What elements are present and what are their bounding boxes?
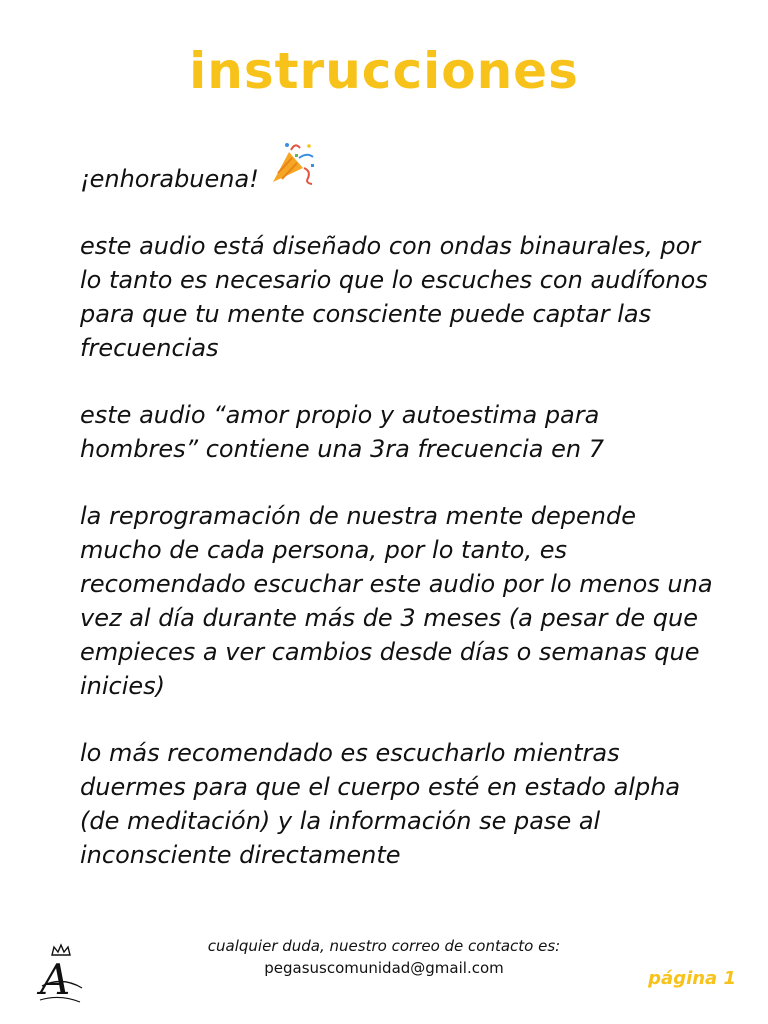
crown-monogram-icon — [36, 942, 86, 1012]
page-title: instrucciones — [189, 42, 579, 100]
paragraph-1: este audio está diseñado con ondas binaurales, por lo tanto es necesario que lo escuches con audífonos para que tu mente consciente puede captar las frecuencias — [80, 232, 708, 362]
party-popper-icon — [269, 142, 317, 195]
logo-letter: A — [40, 955, 71, 1004]
page-number: página 1 — [648, 968, 736, 989]
contact-info — [184, 935, 584, 979]
greeting-text: ¡enhorabuena! — [80, 165, 259, 193]
paragraph-2: este audio “amor propio y autoestima para hombres” contiene una 3ra frecuencia en 7 — [80, 401, 605, 463]
greeting-line — [80, 162, 720, 196]
paragraph-3: la reprogramación de nuestra mente depende mucho de cada persona, por lo tanto, es recomendado escuchar este audio por lo menos una vez al día durante más de 3 meses (a pesar de que empieces a ver cambios desde días o semanas que inicies) — [80, 502, 713, 700]
instructions-body — [80, 162, 720, 905]
contact-label: cualquier duda, nuestro correo de contacto es: — [207, 937, 561, 955]
paragraph-4: lo más recomendado es escucharlo mientras duermes para que el cuerpo esté en estado alpha (de meditación) y la información se pase al inconsciente directamente — [80, 739, 681, 869]
contact-email: pegasuscomunidad@gmail.com — [264, 959, 504, 977]
